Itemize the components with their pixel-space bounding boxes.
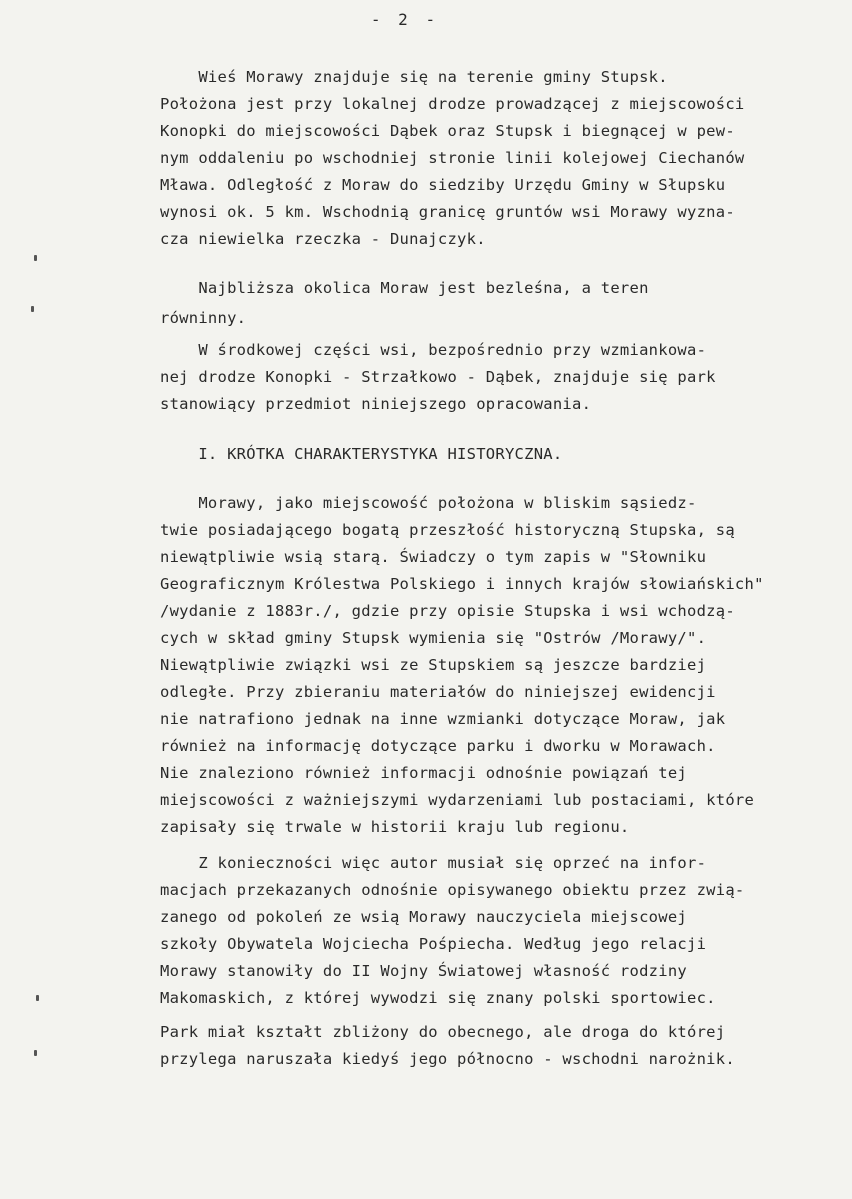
text-line: niewątpliwie wsią starą. Świadczy o tym zapis w "Słowniku <box>160 548 707 566</box>
text-line: Najbliższa okolica Moraw jest bezleśna, a teren <box>160 279 649 297</box>
margin-mark <box>31 306 34 312</box>
text-line: Z konieczności więc autor musiał się oprzeć na infor- <box>160 854 707 872</box>
text-line: twie posiadającego bogatą przeszłość historyczną Stupska, są <box>160 521 735 539</box>
text-line: równinny. <box>160 309 247 327</box>
text-line: przylega naruszała kiedyś jego północno - wschodni narożnik. <box>160 1050 735 1068</box>
text-line: Wieś Morawy znajduje się na terenie gminy Stupsk. <box>160 68 668 86</box>
text-line: również na informację dotyczące parku i dworku w Morawach. <box>160 737 716 755</box>
text-line: zapisały się trwale w historii kraju lub regionu. <box>160 818 630 836</box>
page-number: - 2 - <box>370 10 440 29</box>
text-line: Nie znaleziono również informacji odnośnie powiązań tej <box>160 764 687 782</box>
margin-mark <box>36 995 39 1001</box>
text-line: Geograficznym Królestwa Polskiego i innych krajów słowiańskich" <box>160 575 764 593</box>
margin-mark <box>34 255 37 261</box>
text-line: zanego od pokoleń ze wsią Morawy nauczyciela miejscowej <box>160 908 687 926</box>
text-line: wynosi ok. 5 km. Wschodnią granicę gruntów wsi Morawy wyzna- <box>160 203 735 221</box>
text-line: Położona jest przy lokalnej drodze prowadzącej z miejscowości <box>160 95 745 113</box>
text-line: W środkowej części wsi, bezpośrednio przy wzmiankowa- <box>160 341 707 359</box>
text-line: cych w skład gminy Stupsk wymienia się "Ostrów /Morawy/". <box>160 629 707 647</box>
text-line: Morawy, jako miejscowość położona w bliskim sąsiedz- <box>160 494 697 512</box>
text-line: nie natrafiono jednak na inne wzmianki dotyczące Moraw, jak <box>160 710 726 728</box>
text-line: szkoły Obywatela Wojciecha Pośpiecha. Według jego relacji <box>160 935 707 953</box>
text-line: miejscowości z ważniejszymi wydarzeniami lub postaciami, które <box>160 791 755 809</box>
text-line: Mława. Odległość z Moraw do siedziby Urzędu Gminy w Słupsku <box>160 176 726 194</box>
text-line: Konopki do miejscowości Dąbek oraz Stupsk i biegnącej w pew- <box>160 122 735 140</box>
text-line: Morawy stanowiły do II Wojny Światowej własność rodziny <box>160 962 687 980</box>
text-line: macjach przekazanych odnośnie opisywanego obiektu przez zwią- <box>160 881 745 899</box>
text-line: Park miał kształt zbliżony do obecnego, ale droga do której <box>160 1023 726 1041</box>
section-heading: I. KRÓTKA CHARAKTERYSTYKA HISTORYCZNA. <box>160 445 563 463</box>
margin-mark <box>34 1050 37 1056</box>
text-line: odległe. Przy zbieraniu materiałów do niniejszej ewidencji <box>160 683 716 701</box>
text-line: Makomaskich, z której wywodzi się znany polski sportowiec. <box>160 989 716 1007</box>
text-line: nej drodze Konopki - Strzałkowo - Dąbek, znajduje się park <box>160 368 716 386</box>
text-line: Niewątpliwie związki wsi ze Stupskiem są jeszcze bardziej <box>160 656 707 674</box>
text-line: /wydanie z 1883r./, gdzie przy opisie Stupska i wsi wchodzą- <box>160 602 735 620</box>
text-line: stanowiący przedmiot niniejszego opracowania. <box>160 395 592 413</box>
text-line: cza niewielka rzeczka - Dunajczyk. <box>160 230 486 248</box>
text-line: nym oddaleniu po wschodniej stronie linii kolejowej Ciechanów <box>160 149 745 167</box>
